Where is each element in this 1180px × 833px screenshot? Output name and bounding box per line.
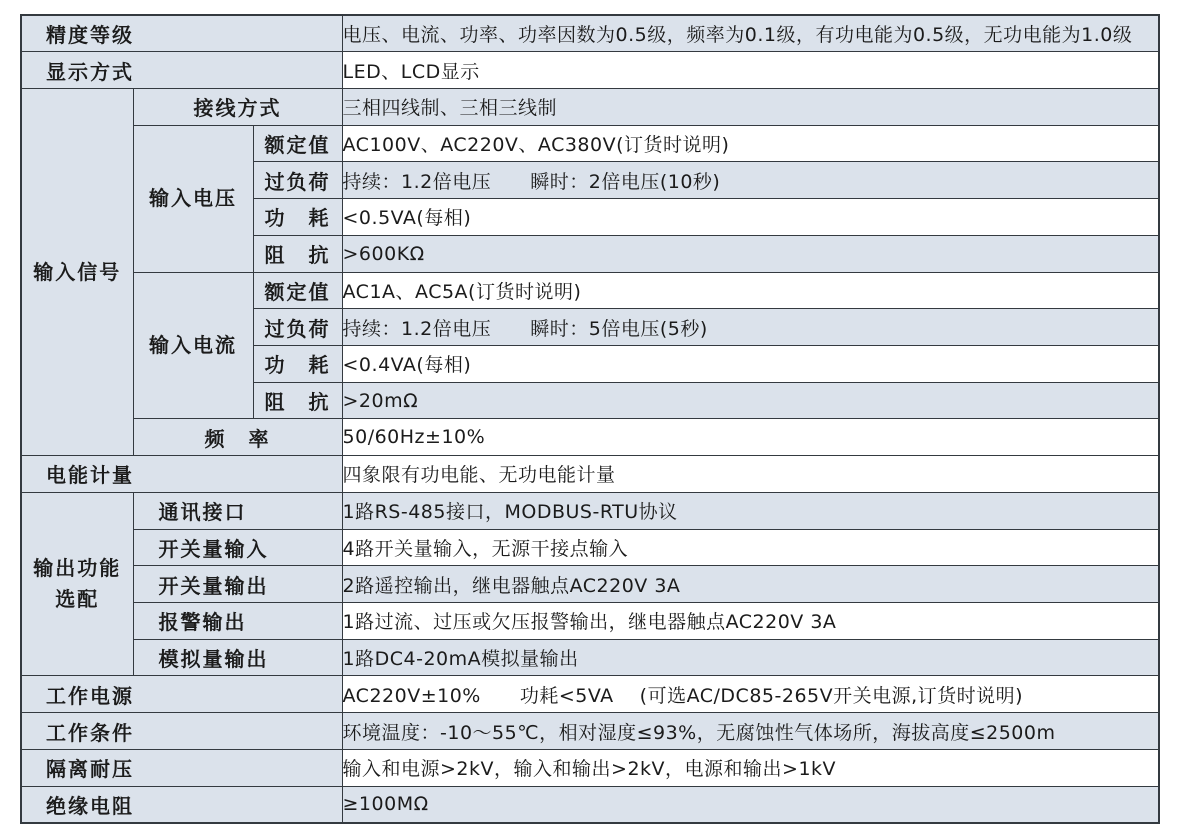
- voltage-power-label: 功 耗: [253, 199, 342, 236]
- display-value: LED、LCD显示: [342, 52, 1159, 89]
- current-rated-value: AC1A、AC5A(订货时说明): [342, 272, 1159, 309]
- table-row: [21, 786, 1159, 823]
- table-row: [21, 15, 1159, 52]
- alarm-output-value: 1路过流、过压或欠压报警输出，继电器触点AC220V 3A: [342, 603, 1159, 640]
- analog-output-value: 1路DC4-20mA模拟量输出: [342, 639, 1159, 676]
- work-conditions-label: 工作条件: [21, 713, 342, 750]
- input-signal-group-label: 输入信号: [21, 88, 133, 455]
- accuracy-label: 精度等级: [21, 15, 342, 52]
- power-supply-label: 工作电源: [21, 676, 342, 713]
- table-row: [21, 52, 1159, 89]
- table-row: [21, 566, 1159, 603]
- current-impedance-value: >20mΩ: [342, 382, 1159, 419]
- table-row: [21, 529, 1159, 566]
- output-options-group-label: 输出功能选配: [21, 492, 133, 676]
- energy-metering-value: 四象限有功电能、无功电能计量: [342, 456, 1159, 493]
- current-power-value: <0.4VA(每相): [342, 345, 1159, 382]
- table-row: [21, 125, 1159, 162]
- current-power-label: 功 耗: [253, 345, 342, 382]
- isolation-value: 输入和电源>2kV，输入和输出>2kV，电源和输出>1kV: [342, 749, 1159, 786]
- table-row: [21, 749, 1159, 786]
- insulation-value: ≥100MΩ: [342, 786, 1159, 823]
- energy-metering-label: 电能计量: [21, 456, 342, 493]
- table-row: [21, 272, 1159, 309]
- work-conditions-value: 环境温度：-10～55℃，相对湿度≤93%，无腐蚀性气体场所，海拔高度≤2500m: [342, 713, 1159, 750]
- frequency-value: 50/60Hz±10%: [342, 419, 1159, 456]
- voltage-power-value: <0.5VA(每相): [342, 199, 1159, 236]
- voltage-rated-value: AC100V、AC220V、AC380V(订货时说明): [342, 125, 1159, 162]
- spec-table: [20, 14, 1160, 824]
- digital-input-label: 开关量输入: [133, 529, 342, 566]
- table-row: [21, 456, 1159, 493]
- table-row: [21, 419, 1159, 456]
- alarm-output-label: 报警输出: [133, 603, 342, 640]
- digital-output-value: 2路遥控输出，继电器触点AC220V 3A: [342, 566, 1159, 603]
- table-row: [21, 603, 1159, 640]
- table-row: [21, 492, 1159, 529]
- isolation-label: 隔离耐压: [21, 749, 342, 786]
- digital-output-label: 开关量输出: [133, 566, 342, 603]
- input-voltage-group-label: 输入电压: [133, 125, 253, 272]
- insulation-label: 绝缘电阻: [21, 786, 342, 823]
- wiring-value: 三相四线制、三相三线制: [342, 88, 1159, 125]
- table-row: [21, 639, 1159, 676]
- current-impedance-label: 阻 抗: [253, 382, 342, 419]
- accuracy-value: 电压、电流、功率、功率因数为0.5级，频率为0.1级，有功电能为0.5级，无功电能为1.0级: [342, 15, 1159, 52]
- display-label: 显示方式: [21, 52, 342, 89]
- voltage-overload-value: 持续：1.2倍电压 瞬时：2倍电压(10秒): [342, 162, 1159, 199]
- table-row: [21, 88, 1159, 125]
- table-row: [21, 713, 1159, 750]
- wiring-label: 接线方式: [133, 88, 342, 125]
- table-row: [21, 676, 1159, 713]
- voltage-impedance-value: >600KΩ: [342, 235, 1159, 272]
- current-overload-label: 过负荷: [253, 309, 342, 346]
- input-current-group-label: 输入电流: [133, 272, 253, 419]
- current-overload-value: 持续：1.2倍电压 瞬时：5倍电压(5秒): [342, 309, 1159, 346]
- power-supply-value: AC220V±10% 功耗<5VA (可选AC/DC85-265V开关电源,订货时说明): [342, 676, 1159, 713]
- voltage-impedance-label: 阻 抗: [253, 235, 342, 272]
- voltage-overload-label: 过负荷: [253, 162, 342, 199]
- frequency-label: 频 率: [133, 419, 342, 456]
- current-rated-label: 额定值: [253, 272, 342, 309]
- voltage-rated-label: 额定值: [253, 125, 342, 162]
- analog-output-label: 模拟量输出: [133, 639, 342, 676]
- comm-interface-value: 1路RS-485接口，MODBUS-RTU协议: [342, 492, 1159, 529]
- comm-interface-label: 通讯接口: [133, 492, 342, 529]
- digital-input-value: 4路开关量输入，无源干接点输入: [342, 529, 1159, 566]
